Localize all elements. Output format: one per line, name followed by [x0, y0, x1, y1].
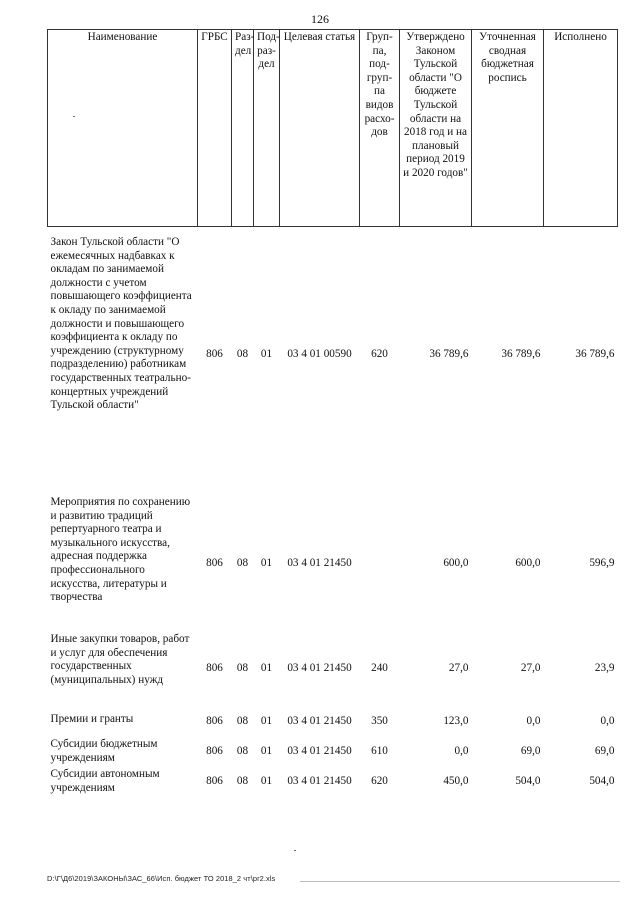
table-row	[48, 235, 618, 475]
row-grbs: 806	[206, 715, 223, 728]
row-approved: 600,0	[443, 556, 469, 569]
row-group: 240	[371, 662, 388, 675]
table-row	[48, 495, 618, 632]
header-grbs: ГРБС	[198, 30, 232, 227]
row-group: 620	[371, 775, 388, 788]
row-name: Субсидии автономным учреждениям	[50, 768, 160, 794]
row-executed: 0,0	[600, 715, 615, 728]
row-podrazdel: 01	[260, 348, 273, 361]
row-podrazdel: 01	[260, 715, 273, 728]
row-refined: 69,0	[520, 745, 541, 758]
row-refined: 36 789,6	[501, 348, 541, 361]
row-razdel: 08	[236, 662, 249, 675]
row-refined: 600,0	[515, 556, 541, 569]
row-razdel: 08	[236, 745, 249, 758]
scan-speck	[73, 116, 75, 117]
row-target: 03 4 01 21450	[287, 715, 352, 728]
row-podrazdel: 01	[260, 556, 273, 569]
scan-edge-line	[300, 881, 620, 882]
row-target: 03 4 01 00590	[287, 348, 352, 361]
row-group: 620	[371, 348, 388, 361]
header-refined: Уточненная сводная бюджетная роспись	[472, 30, 544, 227]
row-group	[360, 495, 400, 632]
table-row	[48, 632, 618, 706]
row-name: Мероприятия по сохранению и развитию традиций репертуарного театра и музыкального искусства, адресная поддержка профессионального искусства, литературы и творчества	[50, 496, 191, 604]
header-group: Груп-па, под-груп-па видов расхо-дов	[360, 30, 400, 227]
header-target: Целевая статья	[280, 30, 360, 227]
table-header-row	[48, 30, 618, 227]
row-target: 03 4 01 21450	[287, 775, 352, 788]
row-approved: 450,0	[443, 775, 469, 788]
table-row	[48, 767, 618, 797]
table-row	[48, 737, 618, 767]
row-executed: 36 789,6	[575, 348, 615, 361]
row-razdel: 08	[236, 775, 249, 788]
header-name: Наименование	[48, 30, 198, 227]
row-approved: 123,0	[443, 715, 469, 728]
header-podrazdel: Под-раз-дел	[254, 30, 280, 227]
row-group: 610	[371, 745, 388, 758]
row-refined: 0,0	[526, 715, 541, 728]
row-podrazdel: 01	[260, 775, 273, 788]
row-target: 03 4 01 21450	[287, 745, 352, 758]
row-executed: 23,9	[594, 662, 615, 675]
row-grbs: 806	[206, 556, 223, 569]
row-executed: 504,0	[589, 775, 615, 788]
row-target: 03 4 01 21450	[287, 556, 352, 569]
row-name: Субсидии бюджетным учреждениям	[50, 738, 158, 764]
row-podrazdel: 01	[260, 662, 273, 675]
row-approved: 36 789,6	[429, 348, 469, 361]
row-razdel: 08	[236, 348, 249, 361]
table-row	[48, 712, 618, 732]
row-name: Закон Тульской области "О ежемесячных надбавках к окладам по занимаемой должности с учетом повышающего коэффициента к окладу по занимаемой должности и повышающего коэффициента к окладу по учреждению (структурному подразделению) работникам государственных театрально-концертных учреждений Тульской области"	[50, 236, 192, 412]
row-executed: 69,0	[594, 745, 615, 758]
row-name: Иные закупки товаров, работ и услуг для обеспечения государственных (муниципальных) нужд	[50, 633, 190, 686]
row-grbs: 806	[206, 348, 223, 361]
row-group: 350	[371, 715, 388, 728]
row-grbs: 806	[206, 745, 223, 758]
row-razdel: 08	[236, 715, 249, 728]
row-grbs: 806	[206, 662, 223, 675]
row-razdel: 08	[236, 556, 249, 569]
file-path-footer: D:\Г\Д6\2019\ЗАКОНЫ\ЗАС_66\Исп. бюджет ТО 2018_2 чт\pr2.xls	[47, 874, 276, 883]
row-approved: 27,0	[448, 662, 469, 675]
header-approved: Утверждено Законом Тульской области "О бюджете Тульской области на 2018 год и на плановый период 2019 и 2020 годов"	[400, 30, 472, 227]
row-podrazdel: 01	[260, 745, 273, 758]
row-refined: 27,0	[520, 662, 541, 675]
row-name: Премии и гранты	[50, 713, 134, 725]
row-approved: 0,0	[454, 745, 469, 758]
row-target: 03 4 01 21450	[287, 662, 352, 675]
budget-table	[47, 29, 618, 797]
scan-speck	[294, 850, 296, 851]
row-grbs: 806	[206, 775, 223, 788]
page-number: 126	[311, 12, 329, 26]
header-executed: Исполнено	[544, 30, 618, 227]
header-razdel: Раз-дел	[232, 30, 254, 227]
row-executed: 596,9	[589, 556, 615, 569]
row-refined: 504,0	[515, 775, 541, 788]
